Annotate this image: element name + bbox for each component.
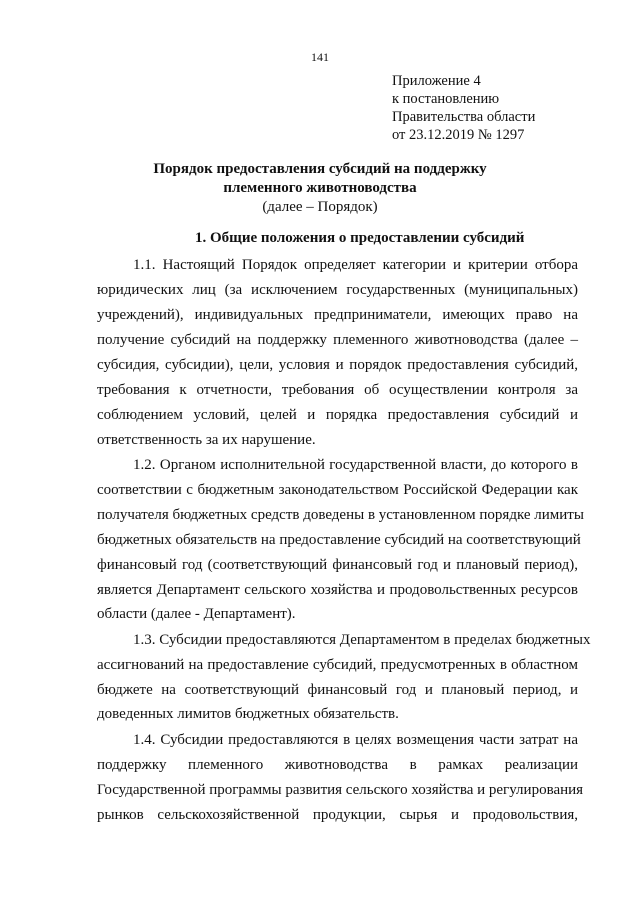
paragraph-1-1-line: юридических лиц (за исключением государственных (муниципальных)	[97, 282, 578, 298]
appendix-line: Правительства области	[392, 109, 536, 125]
paragraph-1-3-line: 1.3. Субсидии предоставляются Департаментом в пределах бюджетных	[133, 632, 591, 648]
section-heading: 1. Общие положения о предоставлении субсидий	[195, 230, 525, 246]
paragraph-1-1-line: ответственность за их нарушение.	[97, 432, 316, 448]
paragraph-1-4-line: рынков сельскохозяйственной продукции, сырья и продовольствия,	[97, 807, 578, 823]
paragraph-1-2-line: бюджетных обязательств на предоставление субсидий на соответствующий	[97, 532, 581, 548]
document-title	[0, 160, 640, 217]
paragraph-1-1-line: получение субсидий на поддержку племенного животноводства (далее –	[97, 332, 578, 348]
appendix-line: к постановлению	[392, 91, 500, 107]
paragraph-1-2-line: области (далее - Департамент).	[97, 606, 296, 622]
paragraph-1-2-line: 1.2. Органом исполнительной государственной власти, до которого в	[133, 457, 578, 473]
paragraph-1-1-line: 1.1. Настоящий Порядок определяет категории и критерии отбора	[133, 257, 578, 273]
title-subline: (далее – Порядок)	[262, 199, 378, 215]
paragraph-1-4-line: поддержку племенного животноводства в рамках реализации	[97, 757, 578, 773]
paragraph-1-1-line: соблюдением условий, целей и порядка предоставления субсидий и	[97, 407, 578, 423]
title-line: Порядок предоставления субсидий на поддержку	[153, 161, 487, 177]
paragraph-1-4-line: Государственной программы развития сельского хозяйства и регулирования	[97, 782, 584, 798]
appendix-block	[392, 72, 535, 144]
paragraph-1-2-line: соответствии с бюджетным законодательством Российской Федерации как	[97, 482, 578, 498]
paragraph-1-3-line: бюджете на соответствующий финансовый год и плановый период, и	[97, 682, 578, 698]
paragraph-1-3-line: доведенных лимитов бюджетных обязательств.	[97, 706, 399, 722]
title-line: племенного животноводства	[223, 180, 417, 196]
paragraph-1-4-line: 1.4. Субсидии предоставляются в целях возмещения части затрат на	[133, 732, 578, 748]
paragraph-1-1-line: требования к отчетности, требования об осуществлении контроля за	[97, 382, 578, 398]
paragraph-1-1-line: субсидия, субсидии), цели, условия и порядок предоставления субсидий,	[97, 357, 578, 373]
paragraph-1-2-line: получателя бюджетных средств доведены в установленном порядке лимиты	[97, 507, 584, 523]
paragraph-1-2-line: финансовый год (соответствующий финансовый год и плановый период),	[97, 557, 578, 573]
page-number: 141	[311, 50, 329, 64]
paragraph-1-1-line: учреждений), индивидуальных предприниматели, имеющих право на	[97, 307, 578, 323]
appendix-line: от 23.12.2019 № 1297	[392, 127, 525, 143]
paragraph-1-2-line: является Департамент сельского хозяйства и продовольственных ресурсов	[97, 582, 578, 598]
paragraph-1-3-line: ассигнований на предоставление субсидий, предусмотренных в областном	[97, 657, 578, 673]
appendix-line: Приложение 4	[392, 73, 481, 89]
